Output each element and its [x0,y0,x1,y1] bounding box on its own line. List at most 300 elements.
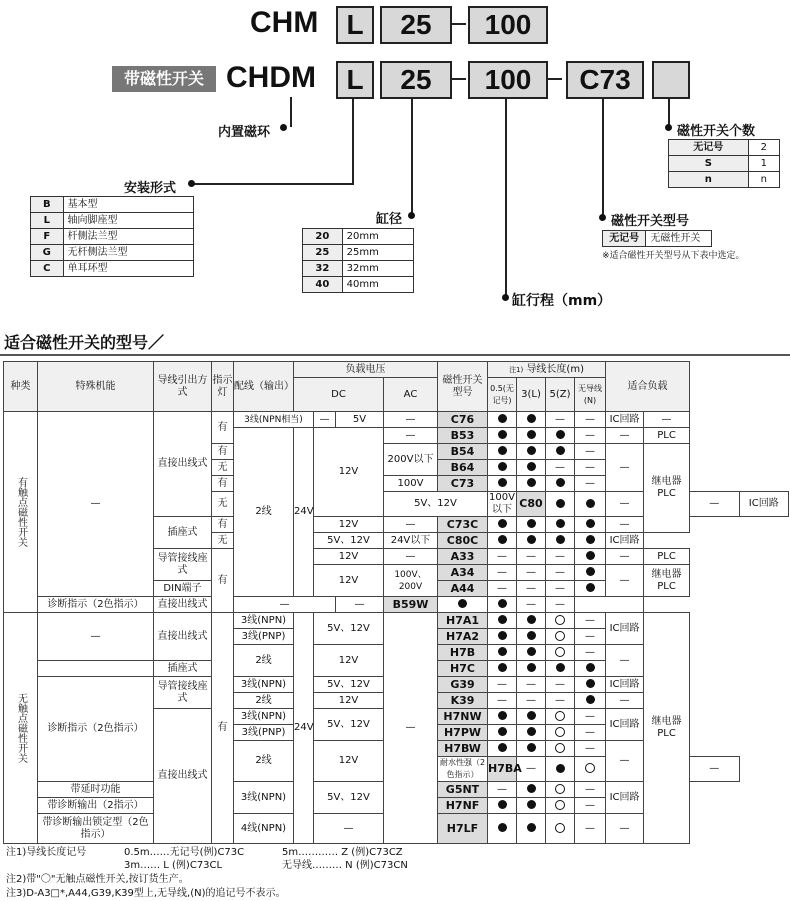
mounting-code: G [31,245,64,261]
leader-line [668,97,670,127]
load-relay-plc: 继电器PLC [644,613,690,844]
magnet-switch-badge: 带磁性开关 [112,66,216,92]
model-c76: C76 [438,412,488,428]
len05 [488,661,517,677]
bore-table [302,228,414,293]
lenN: — [575,709,606,725]
dot-filled [527,414,536,423]
len05 [488,460,517,476]
leader-line [602,97,604,217]
leader-dot [599,214,606,221]
wiring-2: 2线 [234,428,294,597]
h-length [488,362,606,378]
len3 [517,428,546,444]
dot-filled [498,535,507,544]
dot-open [555,784,565,794]
mounting-desc: 无杆侧法兰型 [63,245,193,261]
dot-filled [498,711,507,720]
len5 [546,661,575,677]
dot-filled [527,519,536,528]
ac-100v-less: 100V以下 [489,492,515,515]
lenN: — [575,629,606,645]
len3 [517,533,546,549]
len05 [488,613,517,629]
load-dash: — [606,741,644,782]
footnote-2: 注2)带"〇"无触点磁性开关,按订货生产。 [6,874,189,885]
len3 [575,492,606,517]
dc-12v: 12V [314,565,384,597]
load-relay-plc: 继电器PLC [644,444,690,533]
dot-filled [527,711,536,720]
dot-filled [556,519,565,528]
lenN: — [690,757,739,782]
len05 [488,629,517,645]
leader-line [411,97,413,215]
model-h7lf: H7LF [438,814,488,844]
load-ic: IC回路 [606,613,644,645]
dot-filled [556,535,565,544]
type-contact: 有触点磁性开关 [4,412,38,613]
model-h7c: H7C [438,661,488,677]
ac-dash: — [336,597,384,613]
footnote-3: 注3)D-A3□*,A44,G39,K39型上,无导线,(N)的追记号不表示。 [6,888,286,899]
ac-24v-less: 24V以下 [384,533,438,549]
wiring-2: 2线 [234,645,294,677]
model-b64: B64 [438,460,488,476]
wiring-3npn: 3线(NPN) [234,677,294,693]
indicator-yes: 有 [212,444,234,460]
len5: — [546,693,575,709]
dash [450,78,466,80]
len5 [546,629,575,645]
len3 [546,757,575,782]
load-ic: IC回路 [606,533,644,549]
len3: — [517,565,546,581]
mounting-table [30,196,194,277]
wiring-3npn: 3线(NPN) [234,782,294,814]
dot-filled [498,727,507,736]
dc-5v-12v: 5V、12V [314,782,384,814]
dot-filled [527,784,536,793]
footnote-1-c: 5m………… Z (例)C73CZ [282,847,403,858]
ac-dash: — [384,613,438,844]
load-ic: IC回路 [739,492,788,517]
lenN: — [575,814,606,844]
dot-filled [556,430,565,439]
len5: — [546,677,575,693]
wiring-3pnp: 3线(PNP) [234,629,294,645]
dot-open [555,631,565,641]
len5 [546,444,575,460]
load-dash: — [606,814,644,844]
dot-filled [498,430,507,439]
model-a44: A44 [438,581,488,597]
dot-filled [586,695,595,704]
wiring-direct: 直接出线式 [154,412,212,517]
switch-model-table [602,230,712,247]
footnote-1-a: 0.5m……无记号(例)C73C [124,847,245,858]
mounting-desc: 单耳环型 [63,261,193,277]
len05: — [488,565,517,581]
model-k39: K39 [438,693,488,709]
len3 [517,782,546,798]
model-h7ba: H7BA [488,757,517,782]
dot-filled [586,663,595,672]
label-bore: 缸径 [376,212,403,227]
wiring-conduit: 导管接线座式 [154,549,212,581]
dot-filled [586,679,595,688]
bore-code: 20 [303,229,343,245]
dot-open [555,727,565,737]
len5 [546,476,575,492]
dot-filled [527,478,536,487]
model-h7pw: H7PW [438,725,488,741]
wiring-2: 2线 [234,693,294,709]
load-relay-plc: 继电器PLC [644,565,690,597]
label-mounting: 安装形式 [124,181,177,196]
section-title: 适合磁性开关的型号／ [4,333,165,352]
wiring-direct: 直接出线式 [154,597,212,613]
label-stroke: 缸行程（mm） [512,293,612,309]
count-code: n [669,172,749,188]
dc-24v: 24V [294,613,314,844]
lenN [575,549,606,565]
dot-filled [498,478,507,487]
len5 [546,709,575,725]
indicator-no: 无 [212,492,234,517]
ac-dash: — [384,412,438,428]
dot-open [555,743,565,753]
dot-filled [556,764,565,773]
len5: — [606,492,644,517]
len3 [517,476,546,492]
len05: — [488,782,517,798]
dot-filled [498,599,507,608]
indicator-no: 无 [212,533,234,549]
dot-open [555,711,565,721]
dot-open [555,800,565,810]
load-dash: — [606,428,644,444]
len5: — [546,549,575,565]
indicator-yes: 有 [212,517,234,533]
h-note1: 注1) [509,365,524,374]
dot-filled [527,535,536,544]
dot-filled [498,631,507,640]
wiring-direct: 直接出线式 [154,613,212,661]
h-ac: AC [384,378,438,412]
switch-note: ※适合磁性开关型号从下表中选定。 [602,251,745,261]
model-g39: G39 [438,677,488,693]
wiring-conduit: 导管接线座式 [154,677,212,709]
lenN: — [575,645,606,661]
load-dash: — [606,645,644,677]
dot-filled [527,615,536,624]
len5: — [546,565,575,581]
lenN: — [575,613,606,629]
lenN [575,565,606,581]
model-a33: A33 [438,549,488,565]
len3 [517,613,546,629]
count-code: 无记号 [669,140,749,156]
model-b53: B53 [438,428,488,444]
model-b54: B54 [438,444,488,460]
mounting-code: L [31,213,64,229]
dc-5v: 5V [336,412,384,428]
lenN [575,581,606,597]
code-box-stroke-2: 100 [468,61,548,99]
len3 [517,444,546,460]
len05: — [517,757,546,782]
lenN [575,533,606,549]
load-ic: IC回路 [606,709,644,741]
model-b59w: B59W [384,597,438,613]
dash [450,23,466,25]
bore-desc: 20mm [342,229,413,245]
h-voltage: 负载电压 [294,362,438,378]
len3 [517,412,546,428]
model-chdm: CHDM [226,61,316,94]
h-model: 磁性开关型号 [438,362,488,412]
dot-filled [498,743,507,752]
indicator-yes: 有 [212,613,234,844]
len5 [546,814,575,844]
dot-filled [527,727,536,736]
leader-dot [502,294,509,301]
dot-filled [527,663,536,672]
indicator-yes: 有 [212,412,234,444]
model-a34: A34 [438,565,488,581]
dash [546,78,562,80]
indicator-no: 无 [212,460,234,476]
lenN: — [575,460,606,476]
footnote-1-title: 注1)导线长度记号 [6,847,87,858]
dot-filled [556,499,565,508]
ac-dash: — [384,428,438,444]
len05: — [488,677,517,693]
code-box-stroke: 100 [468,6,548,44]
dot-filled [527,430,536,439]
dot-filled [498,800,507,809]
dot-filled [498,823,507,832]
len05 [488,725,517,741]
lenN [575,693,606,709]
len5: — [546,460,575,476]
len3 [517,629,546,645]
load-dash: — [606,549,644,565]
load-ic: IC回路 [606,677,644,693]
h-lenN: 无导线(N) [575,378,606,412]
len05 [488,709,517,725]
dc-5v-12v: 5V、12V [314,709,384,741]
switch-table [3,361,789,844]
dot-filled [556,478,565,487]
lenN: — [575,444,606,460]
len05 [488,645,517,661]
lenN: — [575,741,606,757]
len05 [488,412,517,428]
indicator-yes: 有 [212,476,234,492]
special-diag: 诊断指示（2色指示） [38,677,154,782]
len3 [517,709,546,725]
mounting-code: C [31,261,64,277]
dot-filled [527,823,536,832]
h-special: 特殊机能 [38,362,154,412]
label-built-in-magnet: 内置磁环 [218,125,271,140]
footnote-1-b: 3m…… L (例)C73CL [124,860,223,871]
dot-filled [527,462,536,471]
len3: — [517,693,546,709]
count-desc: 2 [748,140,779,156]
bore-code: 32 [303,261,343,277]
section-rule [0,354,790,356]
special-delay: 带延时功能 [38,782,154,798]
model-h7a1: H7A1 [438,613,488,629]
load-ic: IC回路 [606,782,644,814]
len5 [546,645,575,661]
h-wiring: 配线（输出） [234,362,294,412]
len5 [546,613,575,629]
bore-desc: 25mm [342,245,413,261]
dot-filled [498,663,507,672]
code-box-bore-2: 25 [380,61,452,99]
model-h7b: H7B [438,645,488,661]
dot-filled [527,631,536,640]
leader-line [352,97,354,185]
len3 [517,645,546,661]
dot-filled [586,551,595,560]
count-table [668,139,780,188]
dc-12v: 12V [314,549,384,565]
len5 [546,782,575,798]
h-len3: 3(L) [517,378,546,412]
len3: — [517,581,546,597]
lenN: — [575,476,606,492]
dot-filled [498,462,507,471]
wiring-connector: 插座式 [154,661,212,677]
model-h7nf: H7NF [438,798,488,814]
special-diag-out: 带诊断输出（2指示） [38,798,154,814]
ac-100v: 100V [384,476,438,492]
model-c73: C73 [438,476,488,492]
bore-desc: 32mm [342,261,413,277]
code-box-count [652,61,690,99]
dot-filled [527,446,536,455]
code-box-l-2: L [336,61,374,99]
lenN: — [690,492,739,517]
code-box-l: L [336,6,374,44]
dot-open [585,763,595,773]
count-desc: 1 [748,156,779,172]
len5 [546,517,575,533]
model-c73c: C73C [438,517,488,533]
leader-line [290,97,292,127]
label-switch-model: 磁性开关型号 [611,214,690,229]
len05 [488,814,517,844]
lenN [575,661,606,677]
ac-200v-less: 200V以下 [384,444,438,476]
len05 [488,444,517,460]
h-type: 种类 [4,362,38,412]
lenN: — [575,725,606,741]
dot-filled [498,414,507,423]
special-diag-lock: 带诊断输出锁定型（2色指示） [38,814,154,844]
len5: — [517,597,546,613]
model-g5nt: G5NT [438,782,488,798]
switch-code: 无记号 [603,231,646,247]
code-box-switch: C73 [566,61,644,99]
h-length-label: 导线长度(m) [526,363,584,375]
label-switch-count: 磁性开关个数 [677,124,756,139]
len3 [517,725,546,741]
special-none: — [38,613,154,661]
switch-desc: 无磁性开关 [646,231,712,247]
len5 [546,533,575,549]
dot-filled [458,599,467,608]
h-wiring-out: 导线引出方式 [154,362,212,412]
load-ic: IC回路 [606,412,644,428]
len3 [488,597,517,613]
lenN: — [575,412,606,428]
load-dash: — [606,693,644,709]
special-none: — [38,412,154,597]
load-plc: PLC [644,428,690,444]
len05: — [488,549,517,565]
dot-filled [556,663,565,672]
mounting-desc: 基本型 [63,197,193,213]
special-water: 耐水性强（2色指示） [438,757,488,782]
leader-line [194,183,354,185]
leader-dot [280,124,287,131]
wiring-4npn: 4线(NPN) [234,814,294,844]
len05 [488,798,517,814]
dot-open [555,615,565,625]
count-code: S [669,156,749,172]
dc-5v-12v: 5V、12V [314,677,384,693]
dot-filled [527,800,536,809]
len5 [546,428,575,444]
dc-12v: 12V [314,741,384,782]
wiring-3npn: 3线(NPN) [234,709,294,725]
len3: — [517,677,546,693]
leader-dot [188,180,195,187]
lenN: — [575,428,606,444]
load-dash: — [606,565,644,597]
len5 [575,757,606,782]
dot-filled [586,583,595,592]
dot-filled [556,446,565,455]
len5 [546,725,575,741]
dot-filled [586,535,595,544]
mounting-code: F [31,229,64,245]
load-plc: PLC [644,549,690,565]
dot-filled [586,499,595,508]
len5 [546,741,575,757]
indicator-yes: 有 [212,549,234,613]
wiring-direct: 直接出线式 [154,709,212,844]
h-load: 适合负载 [606,362,690,412]
dot-filled [498,446,507,455]
dash: — [314,412,336,428]
len05 [488,428,517,444]
model-chm: CHM [250,6,319,39]
len05 [438,597,488,613]
leader-dot [408,212,415,219]
len5: — [546,581,575,597]
mounting-code: B [31,197,64,213]
dc-5v-12v: 5V、12V [314,613,384,645]
wiring-connector: 插座式 [154,517,212,549]
len05 [488,741,517,757]
